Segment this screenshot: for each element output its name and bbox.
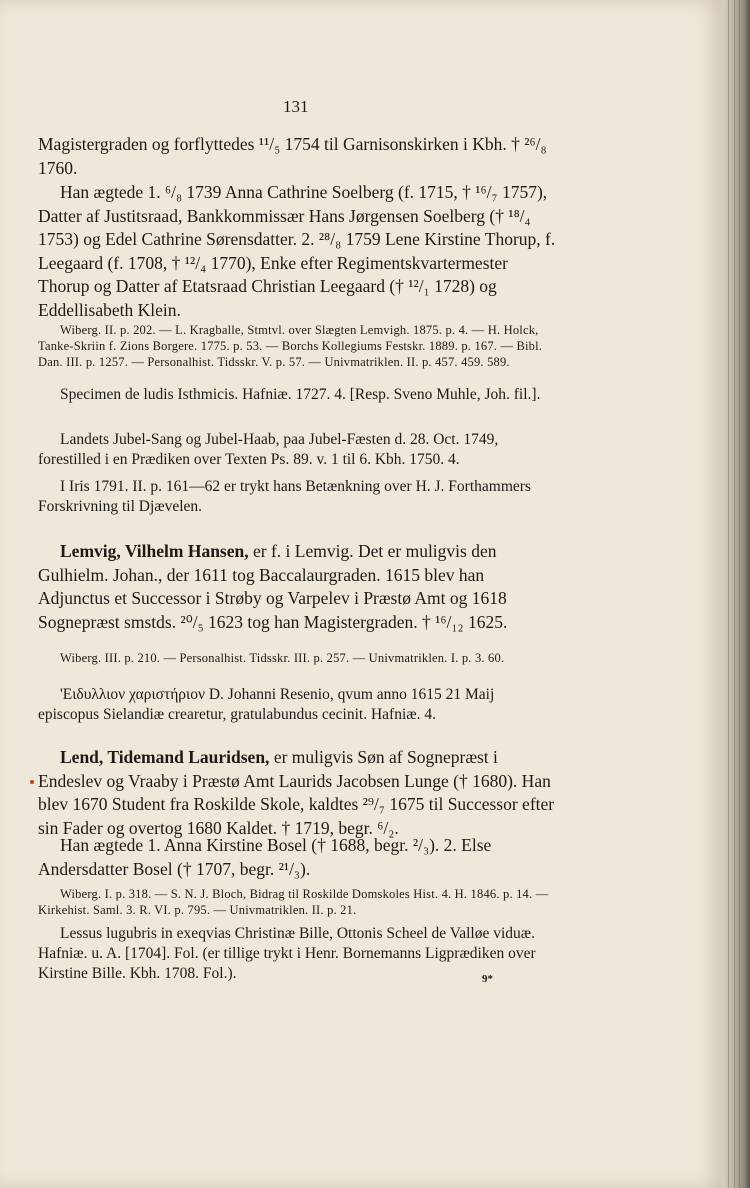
- lemvig-entry: [38, 540, 558, 634]
- prev-entry-work-1: Specimen de ludis Isthmicis. Hafniæ. 1727. 4. [Resp. Sveno Muhle, Joh. fil.].: [60, 386, 541, 403]
- lemvig-name: Lemvig, Vilhelm Hansen,: [60, 541, 249, 561]
- lend-name: Lend, Tidemand Lauridsen,: [60, 747, 270, 767]
- lend-entry: [38, 746, 558, 840]
- page-edge: [722, 0, 750, 1188]
- prev-entry-para1: Magistergraden og forflyttedes ¹¹/₅ 1754 til Garnisonskirken i Kbh. † ²⁶/₈ 1760.: [38, 134, 547, 178]
- lend-work-1: Lessus lugubris in exeqvias Christinæ Bille, Ottonis Scheel de Valløe viduæ. Hafniæ. u. A. [1704]. Fol. (er tillige trykt i Henr. Bornemanns Ligprædiken over Kirstine Bille. Kbh. 1708. Fol.).: [38, 925, 536, 982]
- page-number: 131: [283, 97, 309, 116]
- prev-entry-work-2: Landets Jubel-Sang og Jubel-Haab, paa Jubel-Fæsten d. 28. Oct. 1749, forestilled i en Prædiken over Texten Ps. 89. v. 1 til 6. Kbh. 1750. 4.: [38, 431, 499, 468]
- lend-references: Wiberg. I. p. 318. — S. N. J. Bloch, Bidrag til Roskilde Domskoles Hist. 4. H. 1846. p. 14. — Kirkehist. Saml. 3. R. VI. p. 795. — Univmatriklen. II. p. 21.: [38, 887, 549, 917]
- prev-entry-references: Wiberg. II. p. 202. — L. Kragballe, Stmtvl. over Slægten Lemvigh. 1875. p. 4. — H. Holck, Tanke-Skriin f. Zions Borgere. 1775. p. 53. — Borchs Kollegiums Festskr. 1889. p. 167. — Bibl. Dan. III. p. 1257. — Personalhist. Tidsskr. V. p. 57. — Univmatriklen. II. p. 457. 459. 589.: [38, 323, 543, 369]
- lend-para2: Han ægtede 1. Anna Kirstine Bosel († 1688, begr. ²/₃). 2. Else Andersdatter Bosel († 1707, begr. ²¹/₃).: [38, 835, 492, 879]
- lemvig-work-1: 'Ειδυλλιον χαριστήριον D. Johanni Resenio, qvum anno 1615 21 Maij episcopus Sielandiæ crearetur, gratulabundus cecinit. Hafniæ. 4.: [38, 686, 495, 723]
- ink-mark: [30, 780, 34, 784]
- signature-mark: 9*: [482, 973, 493, 985]
- lend-body: er muligvis Søn af Sognepræst i Endeslev og Vraaby i Præstø Amt Laurids Jacobsen Lunge († 1680). Han blev 1670 Student fra Roskilde Skole, kaldtes ²⁹/₇ 1675 til Successor efter sin Fader og overtog 1680 Kaldet. † 1719, begr. ⁶/₂.: [38, 747, 555, 838]
- prev-entry-para2: Han ægtede 1. ⁶/₈ 1739 Anna Cathrine Soelberg (f. 1715, † ¹⁶/₇ 1757), Datter af Justitsraad, Bankkommissær Hans Jørgensen Soelberg († ¹⁸/₄ 1753) og Edel Cathrine Sørensdatter. 2. ²⁸/₈ 1759 Lene Kirstine Thorup, f. Leegaard (f. 1708, † ¹²/₄ 1770), Enke efter Regimentskvartermester Thorup og Datter af Etatsraad Christian Leegaard († ¹²/₁ 1728) og Eddellisabeth Klein.: [38, 182, 556, 320]
- prev-entry-work-3: I Iris 1791. II. p. 161—62 er trykt hans Betænkning over H. J. Forthammers Forskrivning til Djævelen.: [38, 478, 531, 515]
- lemvig-body: er f. i Lemvig. Det er muligvis den Gulhielm. Johan., der 1611 tog Baccalaurgraden. 1615 blev han Adjunctus et Successor i Strøby og Varpelev i Præstø Amt og 1618 Sognepræst smstds. ²⁰/₅ 1623 tog han Magistergraden. † ¹⁶/₁₂ 1625.: [38, 541, 508, 632]
- lemvig-references: Wiberg. III. p. 210. — Personalhist. Tidsskr. III. p. 257. — Univmatriklen. I. p. 3. 60.: [60, 651, 505, 665]
